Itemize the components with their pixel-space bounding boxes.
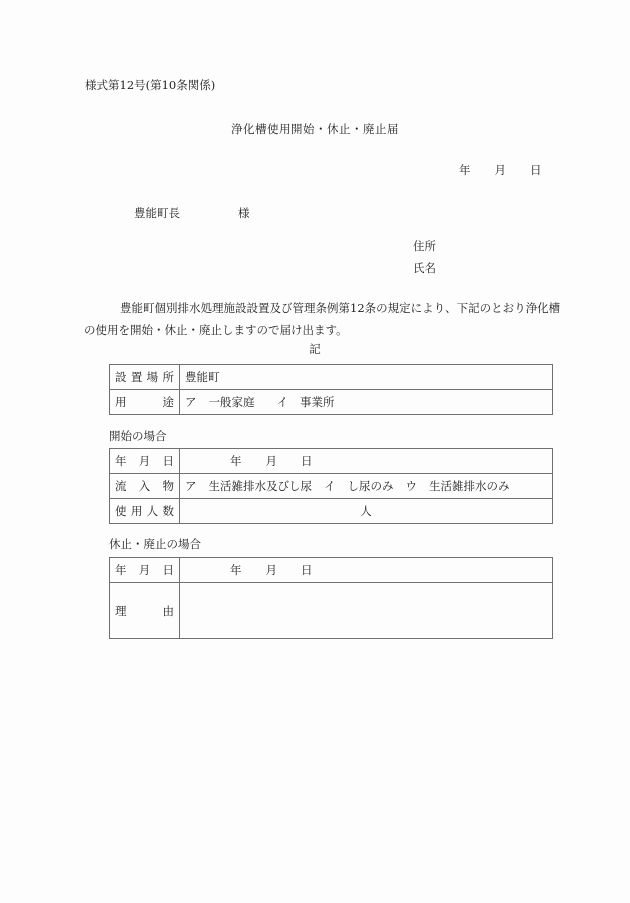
stop-date-value[interactable] [180, 558, 553, 583]
inflow-options[interactable] [180, 474, 553, 499]
label-char: 物 [162, 479, 174, 493]
reason-value[interactable] [180, 583, 553, 639]
inflow-option-a-marker[interactable]: ア [185, 479, 197, 493]
stop-date-label [110, 558, 180, 583]
start-date-label [110, 449, 180, 474]
label-char: 設 [115, 370, 127, 384]
usage-option-b-marker[interactable]: イ [276, 395, 288, 409]
label-char: 使 [115, 504, 127, 518]
label-char: 年 [115, 563, 127, 577]
label-char: 用 [130, 504, 143, 518]
inflow-label [110, 474, 180, 499]
start-section-heading: 開始の場合 [109, 429, 167, 443]
label-char: 由 [162, 603, 174, 618]
label-char: 日 [162, 454, 174, 468]
inflow-option-b-marker[interactable]: イ [324, 479, 336, 493]
submission-date [459, 162, 542, 178]
label-char: 月 [138, 563, 151, 577]
inflow-option-c[interactable]: 生活雑排水のみ [429, 479, 510, 493]
stop-day[interactable]: 日 [301, 563, 313, 577]
name-label[interactable]: 氏名 [413, 261, 436, 275]
date-month-field[interactable]: 月 [494, 163, 506, 177]
ki-heading: 記 [309, 342, 321, 356]
stop-year[interactable]: 年 [230, 563, 242, 577]
table-row [110, 390, 553, 415]
stop-table [109, 557, 553, 639]
location-value[interactable]: 豊能町 [180, 365, 553, 390]
label-char: 人 [146, 504, 159, 518]
table-row [110, 474, 553, 499]
table-row [110, 499, 553, 524]
stop-section-heading: 休止・廃止の場合 [109, 537, 201, 551]
location-label [110, 365, 180, 390]
applicant-block [413, 235, 436, 279]
label-char: 年 [115, 454, 127, 468]
label-char: 場 [146, 370, 159, 384]
reason-label [110, 583, 180, 639]
label-char: 置 [130, 370, 143, 384]
users-count-value[interactable] [180, 499, 553, 524]
start-year[interactable]: 年 [230, 454, 242, 468]
table-row [110, 449, 553, 474]
form-number: 様式第12号(第10条関係) [85, 78, 216, 92]
start-table [109, 448, 553, 524]
label-char: 用 [115, 395, 127, 409]
usage-option-a-marker[interactable]: ア [185, 395, 197, 409]
label-char: 途 [162, 395, 174, 409]
location-table [109, 364, 553, 415]
table-row [110, 365, 553, 390]
date-day-field[interactable]: 日 [530, 163, 542, 177]
start-date-value[interactable] [180, 449, 553, 474]
usage-option-a[interactable]: 一般家庭 [208, 395, 255, 409]
stop-month[interactable]: 月 [265, 563, 277, 577]
label-char: 数 [162, 504, 174, 518]
users-count-label [110, 499, 180, 524]
table-row [110, 558, 553, 583]
addressee [134, 205, 250, 221]
start-month[interactable]: 月 [265, 454, 277, 468]
usage-label [110, 390, 180, 415]
label-char: 日 [162, 563, 174, 577]
usage-options[interactable] [180, 390, 553, 415]
document-title: 浄化槽使用開始・休止・廃止届 [231, 122, 399, 136]
label-char: 所 [162, 370, 174, 384]
label-char: 理 [115, 603, 127, 618]
date-year-field[interactable]: 年 [459, 163, 471, 177]
inflow-option-b[interactable]: し尿のみ [347, 479, 394, 493]
body-line-1: 豊能町個別排水処理施設設置及び管理条例第12条の規定により、下記のとおり浄化槽 [120, 301, 561, 315]
label-char: 月 [138, 454, 151, 468]
address-label[interactable]: 住所 [413, 239, 436, 253]
start-day[interactable]: 日 [301, 454, 313, 468]
usage-option-b[interactable]: 事業所 [300, 395, 335, 409]
label-char: 入 [138, 479, 151, 493]
inflow-option-a[interactable]: 生活雑排水及びし尿 [208, 479, 312, 493]
label-char: 流 [115, 479, 127, 493]
addressee-name: 豊能町長 [134, 206, 180, 220]
addressee-honorific: 様 [238, 206, 250, 220]
table-row [110, 583, 553, 639]
body-line-2: の使用を開始・休止・廃止しますので届け出ます。 [84, 323, 348, 337]
inflow-option-c-marker[interactable]: ウ [405, 479, 417, 493]
users-count-unit: 人 [360, 504, 372, 518]
body-text [84, 297, 568, 341]
